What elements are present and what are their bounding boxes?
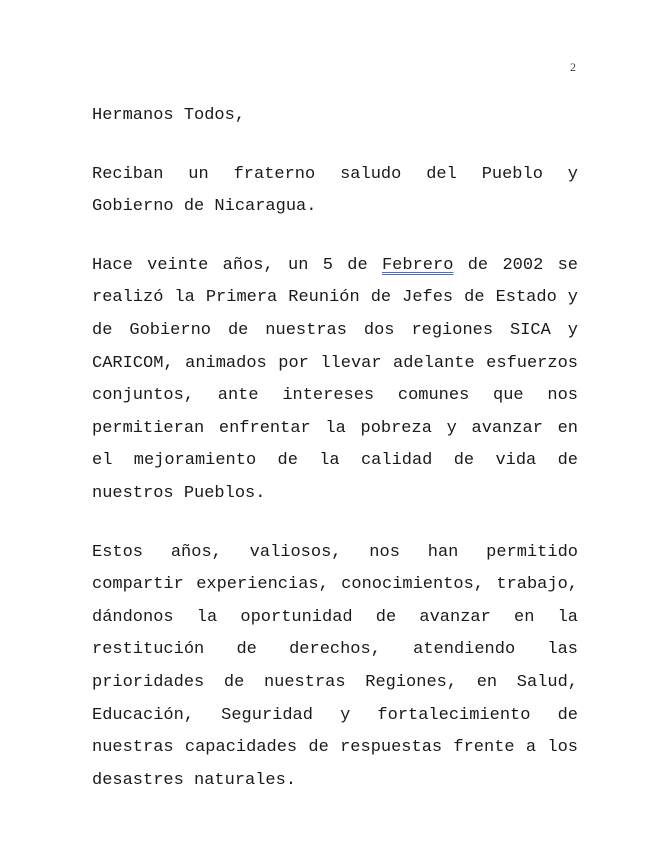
page-number: 2 — [570, 60, 576, 74]
paragraph-greeting-message: Reciban un fraterno saludo del Pueblo y Gobierno de Nicaragua. — [92, 164, 578, 217]
greeting: Hermanos Todos, — [92, 106, 246, 125]
paragraph-history-rest: de 2002 se realizó la Primera Reunión de Jefes de Estado y de Gobierno de nuestras dos regiones SICA y CARICOM, animados por llevar adelante esfuerzos conjuntos, ante intereses comunes que nos permitieran enfrentar la pobreza y avanzar en el mejoramiento de la calidad de vida de nuestros Pueblos. — [92, 255, 578, 503]
paragraph-history — [92, 250, 578, 511]
paragraph-history-start: Hace veinte años, un 5 de — [92, 255, 382, 275]
spellcheck-flagged-word[interactable]: Febrero — [381, 255, 454, 275]
letter-body — [92, 100, 578, 823]
paragraph-achievements: Estos años, valiosos, nos han permitido compartir experiencias, conocimientos, trabajo, dándonos la oportunidad de avanzar en la restitución de derechos, atendiendo las prioridades de nuestras Regiones, en Salud, Educación, Seguridad y fortalecimiento de nuestras capacidades de respuestas frente a los desastres naturales. — [92, 542, 578, 790]
